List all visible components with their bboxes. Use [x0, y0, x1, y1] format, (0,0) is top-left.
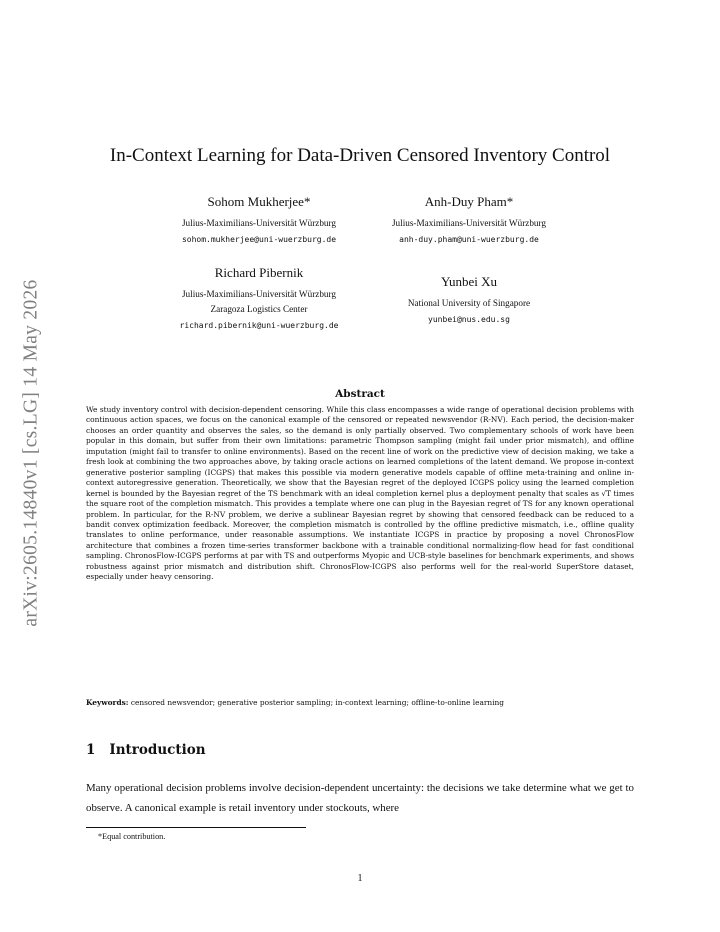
- author-affiliation: Zaragoza Logistics Center: [210, 304, 308, 314]
- author-email: richard.pibernik@uni-wuerzburg.de: [179, 321, 339, 330]
- author-email: sohom.mukherjee@uni-wuerzburg.de: [181, 235, 337, 244]
- arxiv-identifier-sidebar: [14, 255, 50, 650]
- keywords-line: [86, 698, 634, 708]
- arxiv-identifier-text: arXiv:2605.14840v1 [cs.LG] 14 May 2026: [21, 278, 42, 627]
- section-number: 1: [86, 742, 96, 758]
- author-affiliation: National University of Singapore: [407, 298, 531, 308]
- author-email: yunbei@nus.edu.sg: [428, 315, 510, 324]
- footnote-rule: [86, 827, 306, 828]
- author-affiliation: Julius-Maximilians-Universität Würzburg: [391, 218, 547, 228]
- section-title: Introduction: [109, 742, 206, 758]
- footnote-text: *Equal contribution.: [98, 832, 166, 841]
- section-heading-introduction: [86, 742, 206, 758]
- author-block-1: [144, 194, 374, 248]
- keywords-label: Keywords:: [86, 698, 129, 707]
- author-name: Anh-Duy Pham*: [424, 194, 514, 209]
- abstract-text: We study inventory control with decision-dependent censoring. While this class encompasses a wide range of operational decision problems with continuous action spaces, we focus on the canonical example of the censored or repeated newsvendor (R-NV). Each period, the decision-maker chooses an order quantity and observes the sales, so the demand is only partially observed. Two complementary schools of work have been popular in this domain, but suffer from their own limitations: parametric Thompson sampling (might fail under prior mismatch), and offline imputation (might fail to transfer to online environments). Based on the recent line of work on the predictive view of decision making, we take a fresh look at combining the two approaches above, by taking oracle actions on learned completions of the latent demand. We propose in-context generative posterior sampling (ICGPS) that makes this possible via modern generative models capable of offline meta-training and online in-context autoregressive generation. Theoretically, we show that the Bayesian regret of the deployed ICGPS policy using the learned completion kernel is bounded by the Bayesian regret of the TS benchmark with an ideal completion kernel plus a deployment penalty that scales as √T times the square root of the completion mismatch. This provides a template where one can plug in the Bayesian regret of TS for any known operational problem. In particular, for the R-NV problem, we derive a sublinear Bayesian regret by showing that censored feedback can be reduced to a bandit convex optimization feedback. Moreover, the completion mismatch is controlled by the offline predictive mismatch, i.e., offline quality translates to online performance, under reasonable assumptions. We instantiate ICGPS in practice by proposing a novel ChronosFlow architecture that combines a frozen time-series transformer backbone with a trainable conditional normalizing-flow head for fast conditional sampling. ChronosFlow-ICGPS performs at par with TS and outperforms Myopic and UCB-style baselines for benchmark experiments, and shows robustness against prior mismatch and distribution shift. ChronosFlow-ICGPS also performs well for the real-world SuperStore dataset, especially under heavy censoring.: [86, 405, 634, 582]
- keywords-list: censored newsvendor; generative posterior sampling; in-context learning; offline-to-online learning: [130, 698, 505, 707]
- author-email: anh-duy.pham@uni-wuerzburg.de: [399, 235, 539, 244]
- author-name: Sohom Mukherjee*: [207, 194, 311, 209]
- author-block-3: [144, 265, 374, 334]
- author-affiliation: Julius-Maximilians-Universität Würzburg: [181, 289, 337, 299]
- author-block-4: [354, 274, 584, 328]
- author-name: Richard Pibernik: [214, 265, 304, 280]
- introduction-paragraph: Many operational decision problems involve decision-dependent uncertainty: the decisions we take determine what we get to observe. A canonical example is retail inventory under stockouts, where: [86, 782, 634, 814]
- paper-title: In-Context Learning for Data-Driven Censored Inventory Control: [109, 145, 611, 166]
- author-affiliation: Julius-Maximilians-Universität Würzburg: [181, 218, 337, 228]
- author-block-2: [354, 194, 584, 248]
- abstract-heading: Abstract: [335, 388, 385, 400]
- page-number: 1: [357, 873, 363, 884]
- author-name: Yunbei Xu: [441, 274, 497, 289]
